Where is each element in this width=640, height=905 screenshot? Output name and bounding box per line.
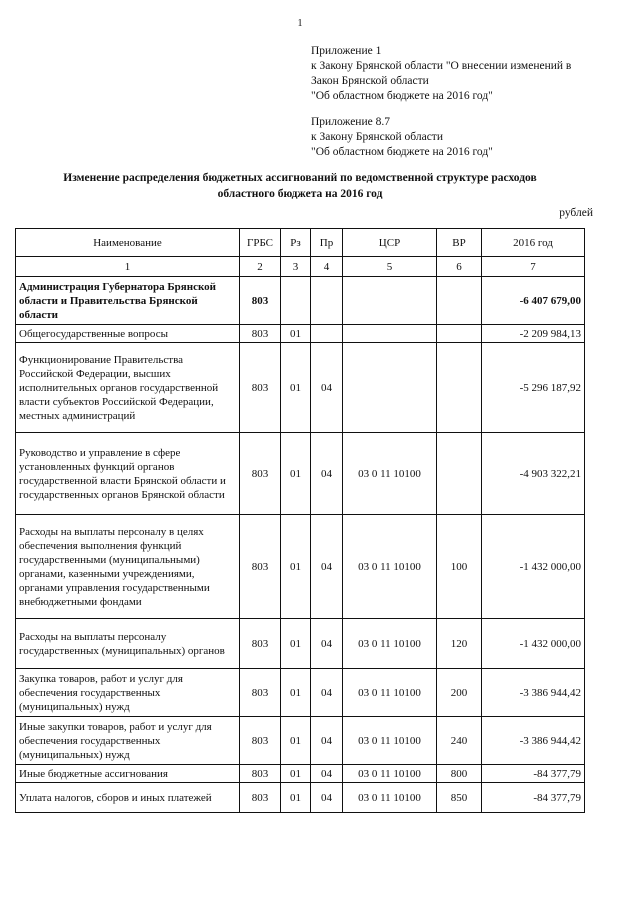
row-csr [343,277,437,325]
row-amount: -1 432 000,00 [482,515,585,619]
row-pr: 04 [311,783,343,813]
row-grbs: 803 [240,619,281,669]
row-amount: -84 377,79 [482,783,585,813]
row-amount: -84 377,79 [482,765,585,783]
column-number-row [16,257,585,277]
row-amount: -5 296 187,92 [482,343,585,433]
row-grbs: 803 [240,433,281,515]
header-cell: Пр [311,229,343,257]
row-name: Иные бюджетные ассигнования [16,765,240,783]
row-vr [437,343,482,433]
row-vr: 850 [437,783,482,813]
appendix-1-block [311,44,571,104]
appendix-8-7-block [311,115,493,160]
row-amount: -1 432 000,00 [482,619,585,669]
row-rz [281,277,311,325]
row-pr: 04 [311,669,343,717]
row-csr: 03 0 11 10100 [343,765,437,783]
row-rz: 01 [281,343,311,433]
row-csr: 03 0 11 10100 [343,619,437,669]
row-name: Функционирование Правительства Российской Федерации, высших исполнительных органов государственной власти субъектов Российской Федерации, местных администраций [16,343,240,433]
row-name: Расходы на выплаты персоналу в целях обеспечения выполнения функций государственными (муниципальными) органами, казенными учреждениями, органами управления государственными внебюджетными фондами [16,515,240,619]
row-name: Руководство и управление в сфере установленных функций органов государственной власти Брянской области и государственных органов Брянской области [16,433,240,515]
appendix-1-line: Закон Брянской области [311,75,429,87]
row-pr: 04 [311,765,343,783]
column-number-cell: 2 [240,257,281,277]
page-number: 1 [297,18,303,29]
units-label: рублей [559,207,593,219]
row-vr: 800 [437,765,482,783]
row-vr: 100 [437,515,482,619]
row-vr [437,277,482,325]
document-title [0,170,600,202]
table-row [16,717,585,765]
row-pr: 04 [311,343,343,433]
header-cell: 2016 год [482,229,585,257]
row-amount: -2 209 984,13 [482,325,585,343]
row-grbs: 803 [240,669,281,717]
row-name: Иные закупки товаров, работ и услуг для обеспечения государственных (муниципальных) нужд [16,717,240,765]
table-row [16,515,585,619]
row-rz: 01 [281,515,311,619]
row-grbs: 803 [240,783,281,813]
row-csr [343,325,437,343]
row-vr [437,433,482,515]
header-cell: Наименование [16,229,240,257]
row-rz: 01 [281,669,311,717]
table-row [16,619,585,669]
table-row [16,277,585,325]
row-csr: 03 0 11 10100 [343,669,437,717]
table-row [16,325,585,343]
row-amount: -4 903 322,21 [482,433,585,515]
row-rz: 01 [281,765,311,783]
row-rz: 01 [281,783,311,813]
row-pr: 04 [311,717,343,765]
row-vr: 120 [437,619,482,669]
row-name: Уплата налогов, сборов и иных платежей [16,783,240,813]
row-pr [311,325,343,343]
column-number-cell: 4 [311,257,343,277]
appendix-1-line: Приложение 1 [311,45,382,57]
row-amount: -3 386 944,42 [482,669,585,717]
row-rz: 01 [281,325,311,343]
row-pr: 04 [311,619,343,669]
row-csr: 03 0 11 10100 [343,717,437,765]
header-cell: Рз [281,229,311,257]
table-row [16,343,585,433]
row-grbs: 803 [240,325,281,343]
row-csr: 03 0 11 10100 [343,515,437,619]
appendix-2-line: к Закону Брянской области [311,131,443,143]
column-number-cell: 7 [482,257,585,277]
row-grbs: 803 [240,765,281,783]
row-csr [343,343,437,433]
row-amount: -6 407 679,00 [482,277,585,325]
title-line-2: областного бюджета на 2016 год [217,188,383,200]
row-name: Закупка товаров, работ и услуг для обеспечения государственных (муниципальных) нужд [16,669,240,717]
row-name: Администрация Губернатора Брянской области и Правительства Брянской области [16,277,240,325]
column-number-cell: 6 [437,257,482,277]
row-csr: 03 0 11 10100 [343,783,437,813]
row-name: Общегосударственные вопросы [16,325,240,343]
header-cell: ВР [437,229,482,257]
row-csr: 03 0 11 10100 [343,433,437,515]
appendix-2-line: Приложение 8.7 [311,116,390,128]
appendix-1-line: "Об областном бюджете на 2016 год" [311,90,493,102]
row-rz: 01 [281,433,311,515]
row-vr: 240 [437,717,482,765]
table-row [16,783,585,813]
appendix-1-line: к Закону Брянской области "О внесении изменений в [311,60,572,72]
table-header-row [16,229,585,257]
title-line-1: Изменение распределения бюджетных ассигнований по ведомственной структуре расходов [63,172,537,184]
row-pr [311,277,343,325]
row-pr: 04 [311,433,343,515]
row-rz: 01 [281,717,311,765]
row-name: Расходы на выплаты персоналу государственных (муниципальных) органов [16,619,240,669]
table-row [16,433,585,515]
column-number-cell: 5 [343,257,437,277]
row-grbs: 803 [240,343,281,433]
row-vr: 200 [437,669,482,717]
table-row [16,765,585,783]
row-grbs: 803 [240,717,281,765]
row-rz: 01 [281,619,311,669]
row-grbs: 803 [240,277,281,325]
row-pr: 04 [311,515,343,619]
budget-table [15,228,585,813]
row-amount: -3 386 944,42 [482,717,585,765]
header-cell: ЦСР [343,229,437,257]
table-row [16,669,585,717]
row-vr [437,325,482,343]
header-cell: ГРБС [240,229,281,257]
column-number-cell: 1 [16,257,240,277]
appendix-2-line: "Об областном бюджете на 2016 год" [311,146,493,158]
row-grbs: 803 [240,515,281,619]
column-number-cell: 3 [281,257,311,277]
